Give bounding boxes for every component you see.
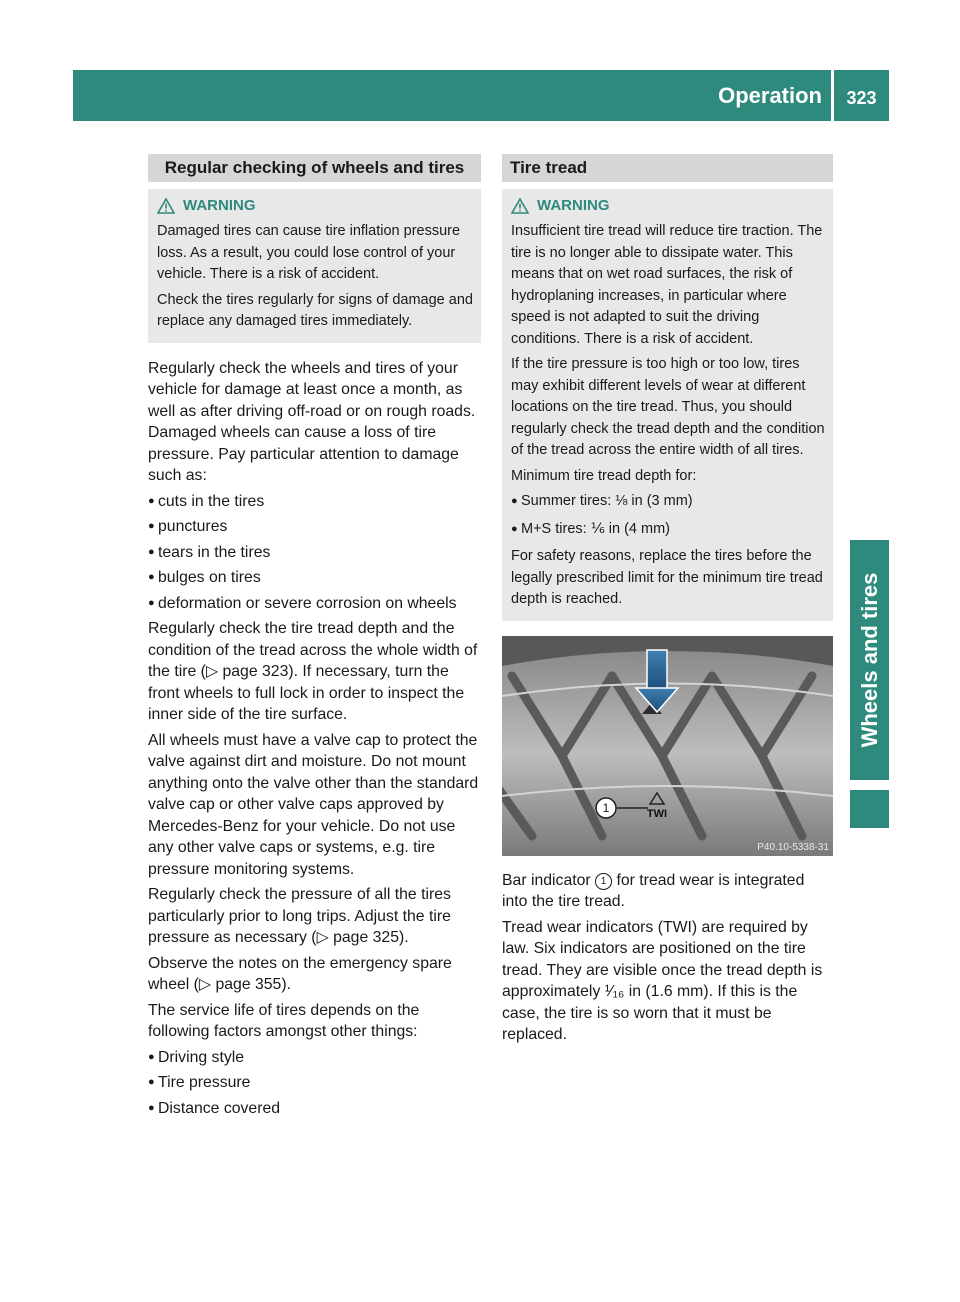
figure-callout-number: 1 [602, 800, 610, 815]
left-column [148, 154, 481, 1123]
warning-triangle-icon [157, 198, 175, 214]
paragraph: Tread wear indicators (TWI) are required by law. Six indicators are positioned on the tire tread. They are visible once the tread depth is approximately ¹⁄₁₆ in (1.6 mm). If this is the case, the tire is so worn that it must be replaced. [502, 918, 823, 1043]
paragraph: Regularly check the wheels and tires of your vehicle for damage at least once a month, as well as after driving off-road or on rough roads. Damaged wheels can cause a loss of tire pressure. Pay particular attention to damage such as: [148, 359, 476, 484]
warning-header [157, 195, 473, 217]
factors-list [148, 1047, 481, 1120]
callout-number-icon: 1 [595, 873, 612, 890]
warning-text: Minimum tire tread depth for: [511, 467, 697, 484]
figure-caption: Bar indicator 1 for tread wear is integrated into the tire tread. [502, 871, 805, 910]
tire-tread-figure [502, 636, 833, 856]
list-item: ● Driving style [148, 1048, 245, 1066]
warning-text: Damaged tires can cause tire inflation pressure loss. As a result, you could lose control of your vehicle. There is a risk of accident. [157, 223, 461, 282]
side-tab-label: Wheels and tires [857, 572, 882, 748]
warning-text: For safety reasons, replace the tires before the legally prescribed limit for the minimum tire tread depth is reached. [511, 548, 823, 607]
tire-tread-illustration [502, 636, 833, 856]
warning-box-damaged-tires [148, 189, 481, 343]
right-body [502, 870, 833, 1046]
list-item: ● bulges on tires [148, 569, 261, 586]
warning-header [511, 195, 825, 217]
right-column [502, 154, 833, 1050]
paragraph: All wheels must have a valve cap to protect the valve against dirt and moisture. Do not mount anything onto the valve other than the standard valve cap or other valve caps approved by Mercedes-Benz for your vehicle. Do not use any other valve caps or systems, e.g. tire pressure monitoring systems. [148, 731, 479, 878]
figure-code: P40.10-5338-31 [757, 841, 829, 853]
warning-box-tread [502, 189, 833, 621]
header-section-title: Operation [718, 83, 822, 108]
paragraph: The service life of tires depends on the following factors amongst other things: [148, 1001, 420, 1040]
damage-list [148, 491, 481, 615]
depth-list [511, 491, 825, 540]
paragraph: Regularly check the pressure of all the tires particularly prior to long trips. Adjust the tire pressure as necessary (▷ page 325). [148, 886, 451, 946]
list-item: ● Distance covered [148, 1099, 281, 1117]
warning-triangle-icon [511, 198, 529, 214]
list-item: ● punctures [148, 518, 228, 535]
warning-text: If the tire pressure is too high or too low, tires may exhibit different levels of wear at different locations on the tire tread. Thus, you should regularly check the tread depth and the condition of the tread across the entire width of all tires. [511, 356, 825, 458]
section-title-wheels: Regular checking of wheels and tires [148, 154, 481, 182]
warning-label: WARNING [183, 197, 256, 214]
figure-twi-label: TWI [646, 807, 668, 820]
list-item: ● Tire pressure [148, 1074, 251, 1091]
list-item: ● deformation or severe corrosion on wheels [148, 594, 457, 612]
paragraph: Regularly check the tire tread depth and the condition of the tread across the whole width of the tire (▷ page 323). If necessary, turn the front wheels to full lock in order to inspect the inner side of the tire surface. [148, 620, 478, 723]
list-item: ● cuts in the tires [148, 492, 265, 510]
warning-label: WARNING [537, 197, 610, 214]
list-item: ● tears in the tires [148, 543, 271, 561]
list-item: ● M+S tires: ⅙ in (4 mm) [511, 520, 671, 537]
left-body [148, 358, 481, 1120]
warning-text: Insufficient tire tread will reduce tire traction. The tire is no longer able to dissipate water. This means that on wet road surfaces, the risk of hydroplaning increases, in particular where speed is not adapted to suit the driving conditions. There is a risk of accident. [511, 223, 823, 347]
side-tab [850, 540, 889, 780]
page-number: 323 [846, 88, 877, 108]
warning-text: Check the tires regularly for signs of damage and replace any damaged tires immediately. [157, 291, 473, 329]
side-tab-marker [850, 790, 889, 828]
section-title-tread: Tire tread [502, 154, 833, 182]
paragraph: Observe the notes on the emergency spare wheel (▷ page 355). [148, 954, 452, 993]
list-item: ● Summer tires: ⅛ in (3 mm) [511, 493, 693, 509]
